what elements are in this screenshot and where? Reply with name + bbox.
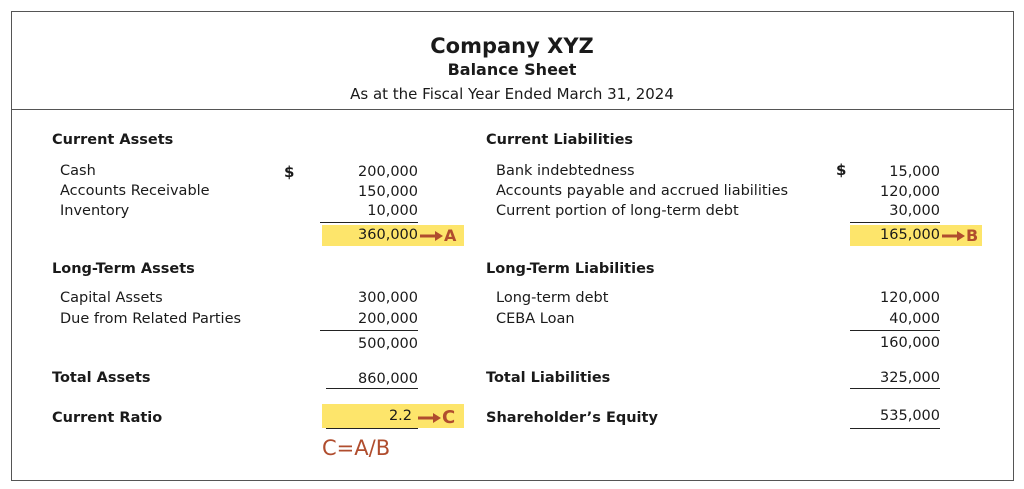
- asset-label-related: Due from Related Parties: [60, 311, 242, 327]
- long-term-liabilities-underline: [850, 330, 940, 331]
- asset-value-inventory: 10,000: [367, 203, 418, 219]
- long-term-assets-total: 500,000: [358, 336, 418, 352]
- asset-label-inventory: Inventory: [60, 203, 130, 219]
- total-assets-label: Total Assets: [52, 370, 151, 386]
- current-liabilities-total: 165,000: [880, 227, 940, 243]
- liability-label-bank: Bank indebtedness: [496, 163, 635, 179]
- liability-value-current-debt: 30,000: [889, 203, 940, 219]
- statement-title: Balance Sheet: [447, 60, 577, 79]
- liability-value-long-term-debt: 120,000: [880, 290, 940, 306]
- current-assets-tag: A: [444, 226, 457, 245]
- equity-label: Shareholder’s Equity: [486, 410, 658, 426]
- liability-label-payable: Accounts payable and accrued liabilities: [496, 183, 789, 199]
- company-title: Company XYZ: [430, 34, 594, 58]
- arrow-right-icon: [420, 230, 444, 242]
- liability-value-bank: 15,000: [889, 164, 940, 180]
- asset-value-receivable: 150,000: [358, 184, 418, 200]
- total-assets-underline: [326, 388, 418, 389]
- total-liabilities-label: Total Liabilities: [486, 370, 611, 386]
- liability-label-long-term-debt: Long-term debt: [496, 290, 609, 306]
- current-ratio-value: 2.2: [388, 408, 412, 424]
- asset-label-cash: Cash: [60, 163, 96, 179]
- total-assets-value: 860,000: [358, 371, 418, 387]
- arrow-right-icon: [942, 230, 966, 242]
- current-liabilities-tag: B: [966, 226, 979, 245]
- liability-label-current-debt: Current portion of long-term debt: [496, 203, 739, 219]
- long-term-liabilities-heading: Long-Term Liabilities: [486, 261, 655, 277]
- current-ratio-formula: C=A/B: [322, 436, 391, 460]
- current-assets-currency: $: [284, 163, 295, 181]
- asset-label-receivable: Accounts Receivable: [60, 183, 210, 199]
- current-liabilities-underline: [850, 222, 940, 223]
- current-liabilities-heading: Current Liabilities: [486, 132, 634, 148]
- arrow-right-icon: [418, 412, 442, 424]
- header-divider: [11, 109, 1014, 110]
- liability-value-ceba: 40,000: [889, 311, 940, 327]
- current-ratio-tag: C: [442, 407, 456, 428]
- statement-period: As at the Fiscal Year Ended March 31, 2024: [350, 85, 674, 103]
- current-liabilities-currency: $: [836, 161, 847, 179]
- asset-label-capital: Capital Assets: [60, 290, 163, 306]
- asset-value-related: 200,000: [358, 311, 418, 327]
- long-term-assets-underline: [320, 330, 418, 331]
- current-ratio-underline: [326, 428, 418, 429]
- asset-value-cash: 200,000: [358, 164, 418, 180]
- current-assets-underline: [320, 222, 418, 223]
- asset-value-capital: 300,000: [358, 290, 418, 306]
- current-assets-heading: Current Assets: [52, 132, 174, 148]
- liability-value-payable: 120,000: [880, 184, 940, 200]
- current-ratio-label: Current Ratio: [52, 410, 163, 426]
- long-term-assets-heading: Long-Term Assets: [52, 261, 195, 277]
- long-term-liabilities-total: 160,000: [880, 335, 940, 351]
- total-liabilities-value: 325,000: [880, 370, 940, 386]
- equity-value: 535,000: [880, 408, 940, 424]
- liability-label-ceba: CEBA Loan: [496, 311, 575, 327]
- total-liabilities-underline: [850, 388, 940, 389]
- current-assets-total: 360,000: [358, 227, 418, 243]
- equity-underline: [850, 428, 940, 429]
